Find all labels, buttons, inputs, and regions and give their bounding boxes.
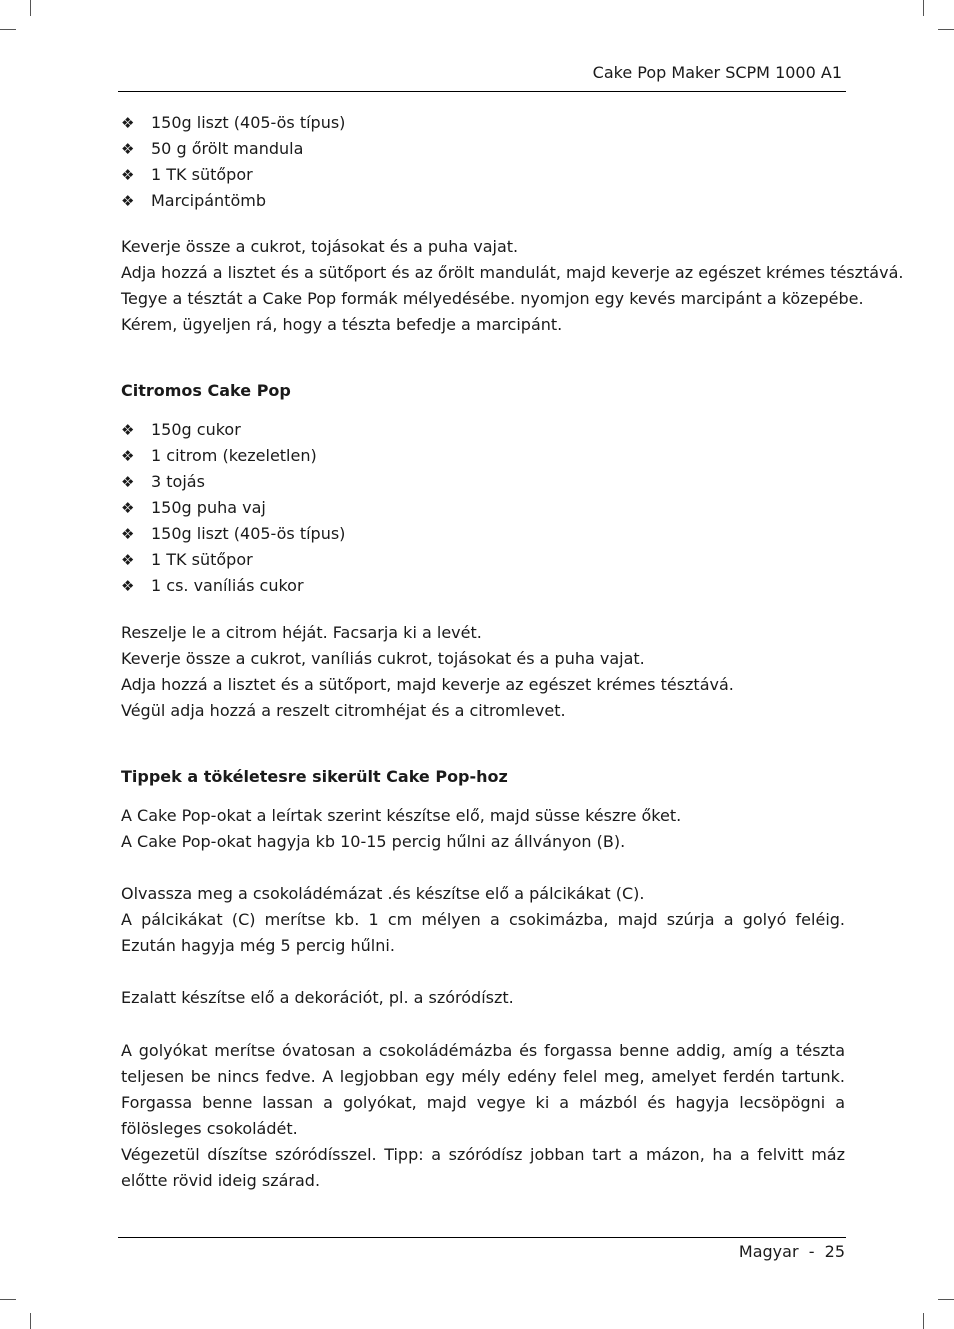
list-item: ❖ 150g liszt (405-ös típus) xyxy=(121,521,845,547)
list-item: ❖ 1 TK sütőpor xyxy=(121,162,845,188)
paragraph: Végezetül díszítse szóródísszel. Tipp: a szóródísz jobban tart a mázon, ha a felvitt máz előtte rövid ideig szárad. xyxy=(121,1145,845,1190)
bullet-icon: ❖ xyxy=(121,166,135,184)
paragraph-line: Végül adja hozzá a reszelt citromhéjat és a citromlevet. xyxy=(121,701,566,720)
paragraph-line: A Cake Pop-okat hagyja kb 10-15 percig hűlni az állványon (B). xyxy=(121,832,626,851)
list-item: ❖ 1 cs. vaníliás cukor xyxy=(121,573,845,599)
paragraph-line: A Cake Pop-okat a leírtak szerint készítse elő, majd süsse készre őket. xyxy=(121,806,682,825)
crop-mark xyxy=(30,1313,31,1329)
list-item: ❖ 150g liszt (405-ös típus) xyxy=(121,110,845,136)
crop-mark xyxy=(0,1299,16,1300)
page-footer: Magyar - 25 xyxy=(738,1242,845,1261)
bullet-icon: ❖ xyxy=(121,577,135,595)
paragraph-line: Keverje össze a cukrot, vaníliás cukrot, tojásokat és a puha vajat. xyxy=(121,649,645,668)
footer-rule xyxy=(118,1237,846,1238)
crop-mark xyxy=(923,1313,924,1329)
list-item: ❖ 50 g őrölt mandula xyxy=(121,136,845,162)
bullet-icon: ❖ xyxy=(121,192,135,210)
paragraph-line: Adja hozzá a lisztet és a sütőport, majd keverje az egészet krémes tésztává. xyxy=(121,675,734,694)
paragraph: A golyókat merítse óvatosan a csokoládémázba és forgassa benne addig, amíg a tészta teljesen be nincs fedve. A legjobban egy mély edény felel meg, amelyet ferdén tartunk. Forgassa benne lassan a golyókat, majd vegye ki a mázból és hagyja lecsöpögni a fölösleges csokoládét. xyxy=(121,1041,845,1138)
section-heading: Citromos Cake Pop xyxy=(121,381,291,400)
header-rule xyxy=(118,91,846,92)
bullet-icon: ❖ xyxy=(121,525,135,543)
paragraph: A pálcikákat (C) merítse kb. 1 cm mélyen a csokimázba, majd szúrja a golyó feléig. Ezután hagyja még 5 percig hűlni. xyxy=(121,910,845,955)
paragraph-line: Keverje össze a cukrot, tojásokat és a puha vajat. xyxy=(121,237,519,256)
crop-mark xyxy=(30,0,31,16)
page-content xyxy=(121,110,904,1194)
crop-mark xyxy=(938,1299,954,1300)
paragraph-line: Adja hozzá a lisztet és a sütőport és az őrölt mandulát, majd keverje az egészet krémes tésztává. xyxy=(121,263,904,282)
crop-mark xyxy=(923,0,924,16)
section-heading: Tippek a tökéletesre sikerült Cake Pop-hoz xyxy=(121,767,508,786)
bullet-icon: ❖ xyxy=(121,473,135,491)
list-item: ❖ 1 citrom (kezeletlen) xyxy=(121,443,845,469)
ingredient-list xyxy=(121,417,845,599)
crop-mark xyxy=(938,29,954,30)
list-item: ❖ 1 TK sütőpor xyxy=(121,547,845,573)
bullet-icon: ❖ xyxy=(121,140,135,158)
bullet-icon: ❖ xyxy=(121,447,135,465)
list-item: ❖ Marcipántömb xyxy=(121,188,845,214)
paragraph-line: Tegye a tésztát a Cake Pop formák mélyedésébe. nyomjon egy kevés marcipánt a közepébe. xyxy=(121,289,864,308)
list-item: ❖ 3 tojás xyxy=(121,469,845,495)
paragraph-line: Kérem, ügyeljen rá, hogy a tészta befedje a marcipánt. xyxy=(121,315,563,334)
list-item: ❖ 150g cukor xyxy=(121,417,845,443)
paragraph-line: Olvassza meg a csokoládémázat .és készítse elő a pálcikákat (C). xyxy=(121,884,645,903)
bullet-icon: ❖ xyxy=(121,551,135,569)
ingredient-list xyxy=(121,110,845,214)
bullet-icon: ❖ xyxy=(121,114,135,132)
bullet-icon: ❖ xyxy=(121,421,135,439)
page-header-title: Cake Pop Maker SCPM 1000 A1 xyxy=(592,63,842,82)
paragraph-line: Ezalatt készítse elő a dekorációt, pl. a szóródíszt. xyxy=(121,988,514,1007)
bullet-icon: ❖ xyxy=(121,499,135,517)
paragraph-line: Reszelje le a citrom héját. Facsarja ki a levét. xyxy=(121,623,482,642)
crop-mark xyxy=(0,29,16,30)
list-item: ❖ 150g puha vaj xyxy=(121,495,845,521)
